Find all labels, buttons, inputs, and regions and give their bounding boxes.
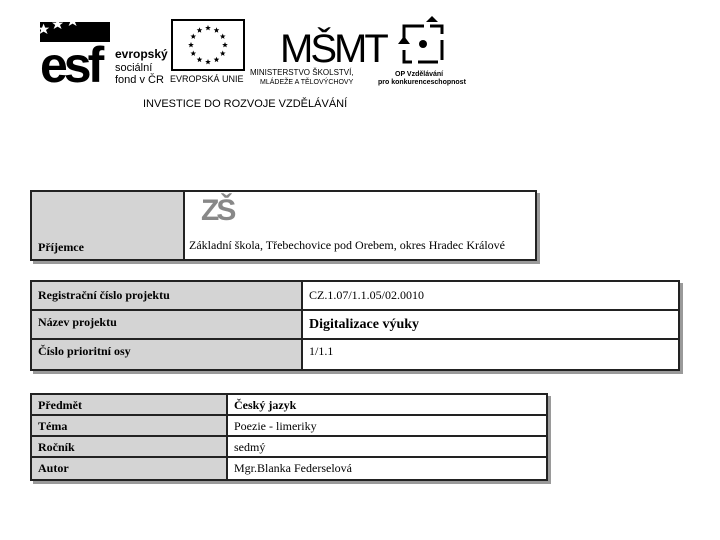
msmt-mark: MŠMT [280, 27, 386, 71]
topic-label: Téma [32, 416, 228, 435]
subject-label: Předmět [32, 395, 228, 414]
table-row [32, 282, 678, 311]
msmt-logo [250, 26, 388, 86]
recipient-label-cell [32, 192, 185, 259]
eu-caption: EVROPSKÁ UNIE [170, 74, 244, 84]
esf-mark: esf [40, 37, 101, 93]
op-line2: pro konkurenceschopnost [378, 79, 466, 86]
table-row [32, 458, 546, 479]
esf-line2: sociální [115, 62, 153, 74]
project-name-value: Digitalizace výuky [309, 317, 420, 332]
grade-value: sedmý [234, 440, 266, 454]
op-logo [378, 16, 467, 86]
table-row [32, 437, 546, 458]
priority-axis-label: Číslo prioritní osy [32, 340, 303, 369]
msmt-line1: MINISTERSTVO ŠKOLSTVÍ, [250, 68, 354, 77]
table-row [32, 395, 546, 416]
esf-line1: evropský [115, 47, 168, 61]
author-value: Mgr.Blanka Federselová [234, 461, 352, 475]
recipient-value-cell [185, 192, 535, 259]
op-line1: OP Vzdělávání [395, 71, 444, 78]
author-label: Autor [32, 458, 228, 479]
recipient-table [30, 190, 537, 261]
eu-flag-logo [170, 20, 244, 84]
table-row [32, 311, 678, 340]
reg-number-label: Registrační číslo projektu [32, 282, 303, 309]
school-logo: ZŠ [201, 194, 234, 227]
project-table [30, 280, 680, 371]
table-row [32, 416, 546, 437]
slogan: INVESTICE DO ROZVOJE VZDĚLÁVÁNÍ [143, 98, 348, 110]
reg-number-value: CZ.1.07/1.1.05/02.0010 [309, 288, 425, 302]
grade-label: Ročník [32, 437, 228, 456]
lesson-table [30, 393, 548, 481]
esf-logo [38, 16, 168, 93]
logo-strip [0, 0, 720, 120]
priority-axis-value: 1/1.1 [309, 344, 334, 358]
recipient-value: Základní škola, Třebechovice pod Orebem, okres Hradec Králové [189, 238, 505, 252]
project-name-label: Název projektu [32, 311, 303, 338]
recipient-label: Příjemce [38, 240, 84, 254]
subject-value: Český jazyk [234, 398, 297, 412]
table-row [32, 340, 678, 369]
topic-value: Poezie - limeriky [234, 419, 317, 433]
esf-line3: fond v ČR [115, 74, 164, 86]
msmt-line2: MLÁDEŽE A TĚLOVÝCHOVY [260, 79, 354, 86]
